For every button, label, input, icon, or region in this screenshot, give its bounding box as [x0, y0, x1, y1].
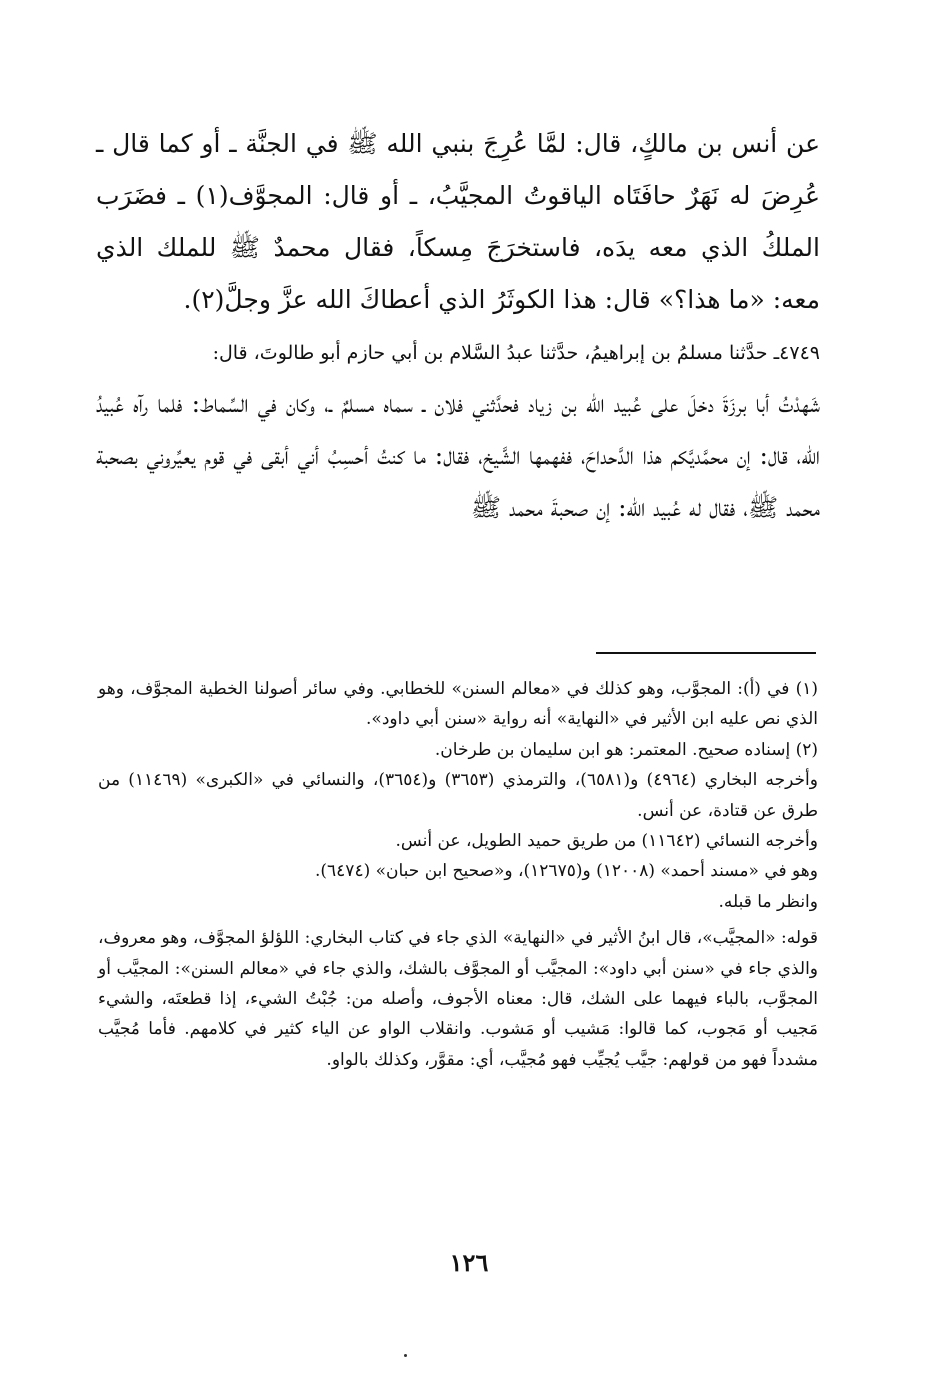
hadith-number-line: ٤٧٤٩ـ حدَّثنا مسلمُ بن إبراهيمُ، حدَّثنا عبدُ السَّلام بن أبي حازم أبو طالوتَ، قال:: [212, 342, 820, 364]
main-text: [96, 118, 820, 534]
hadith-text-paragraph-2: شَهدْتُ أبا برزَةَ دخلَ على عُبيد الله بن زياد فحدَّثني فلان ـ سماه مسلمٌ ـ، وكان في السِّماط: فلما رآه عُبيدُ الله، قال: إن محمَّديَّكم هذا الدَّحداحَ، ففهمها الشَّيخ، فقال: ما كنتُ أحسِبُ أني أبقى في قوم يعيِّروني بصحبة محمد ﷺ، فقال له عُبيد الله: إن صحبةَ محمد ﷺ: [96, 389, 820, 522]
footnotes: [98, 674, 818, 1075]
footnote-lexical-note: قوله: «المجيَّب»، قال ابنُ الأثير في «النهاية» الذي جاء في كتاب البخاري: اللؤلؤ المجوَّف، وهو معروف، والذي جاء في «سنن أبي داود»: المجيَّب أو المجوَّف بالشك، والذي جاء في «معالم السنن»: المجيَّب أو المجوَّب، بالباء فيهما على الشك، قال: معناه الأجوف، وأصله من: جُبْتُ الشيء، إذا قطعتَه، والشيء مَجيب أو مَجوب، كما قالوا: مَشيب أو مَشوب. وانقلاب الواو عن الياء كثير في كلامهم. فأما مُجيَّب مشدداً فهو من قولهم: جيَّب يُجيِّب فهو مُجيَّب، أي: مقوَّر، وكذلك بالواو.: [98, 928, 818, 1070]
hadith-text-paragraph: عن أنس بن مالكٍ، قال: لمَّا عُرِجَ بنبي الله ﷺ في الجنَّة ـ أو كما قال ـ عُرِضَ له نَهَرٌ حافَتَاه الياقوتُ المجيَّبُ، ـ أو قال: المجوَّف(١) ـ فضَرَب الملكُ الذي معه يدَه، فاستخرَجَ مِسكاً، فقال محمدٌ ﷺ للملك الذي معه: «ما هذا؟» قال: هذا الكوثَرُ الذي أعطاكَ الله عزَّ وجلَّ(٢).: [96, 129, 820, 314]
footnote-2-takhrij-3: وهو في «مسند أحمد» (١٢٠٠٨) و(١٢٦٧٥)، و«صحيح ابن حبان» (٦٤٧٤).: [315, 861, 818, 882]
footnote-2-takhrij-2: وأخرجه النسائي (١١٦٤٢) من طريق حميد الطويل، عن أنس.: [395, 831, 818, 852]
scan-speck: [404, 1354, 407, 1357]
footnote-2-see-also: وانظر ما قبله.: [718, 891, 818, 912]
footnote-2: (٢) إسناده صحيح. المعتمر: هو ابن سليمان بن طرخان.: [434, 739, 818, 760]
footnote-1: (١) في (أ): المجوَّب، وهو كذلك في «معالم السنن» للخطابي. وفي سائر أصولنا الخطية المجوَّف، وهو الذي نص عليه ابن الأثير في «النهاية» أنه رواية «سنن أبي داود».: [98, 679, 818, 730]
footnote-2-takhrij: وأخرجه البخاري (٤٩٦٤) و(٦٥٨١)، والترمذي (٣٦٥٣) و(٣٦٥٤)، والنسائي في «الكبرى» (١١٤٦٩) من طرق عن قتادة، عن أنس.: [98, 770, 818, 821]
page-number: ١٢٦: [449, 1248, 489, 1277]
footnote-divider: [596, 652, 816, 654]
